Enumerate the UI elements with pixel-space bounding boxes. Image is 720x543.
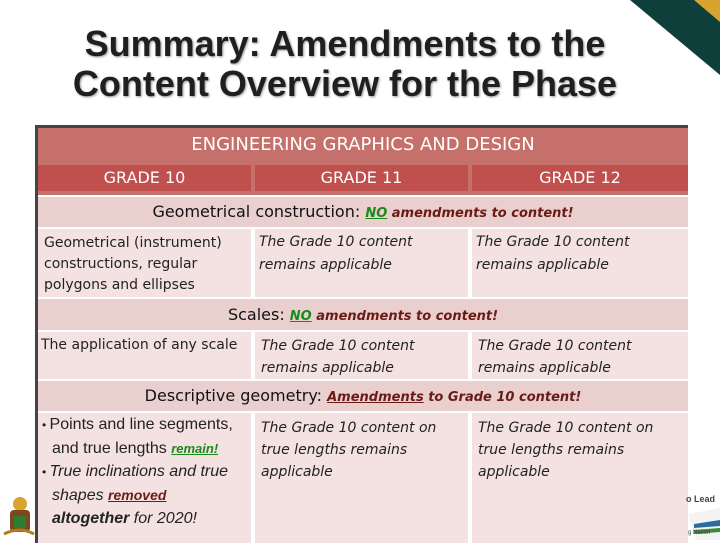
scales-grade10-cell: The application of any scale xyxy=(38,332,251,379)
logo-slogan-top: o Lead xyxy=(686,494,716,504)
bullet-text: Points and line segments, and true lengths xyxy=(49,416,233,457)
desc-grade11-cell: The Grade 10 content on true lengths remains applicable xyxy=(255,413,468,543)
slide-title xyxy=(0,24,690,104)
remain-flag: remain! xyxy=(171,441,219,456)
title-line-2: Content Overview for the Phase xyxy=(72,63,618,104)
section-heading: Geometrical construction: xyxy=(152,202,366,221)
altogether-text: altogether xyxy=(52,510,130,527)
section-note: to Grade 10 content! xyxy=(423,390,582,405)
scales-grade12-cell: The Grade 10 content remains applicable xyxy=(472,332,688,379)
section-heading: Descriptive geometry: xyxy=(144,386,328,405)
bullet-text: True inclinations and true shapes xyxy=(49,463,229,504)
desc-grade10-cell xyxy=(38,413,251,543)
bullet-item: • Points and line segments, and true lengths remain! xyxy=(42,416,233,457)
grade-12-header: GRADE 12 xyxy=(472,165,688,191)
corner-accent xyxy=(694,0,720,22)
coat-of-arms-logo xyxy=(0,490,36,540)
no-flag: NO xyxy=(289,309,312,324)
desc-grade12-cell: The Grade 10 content on true lengths remains applicable xyxy=(472,413,688,543)
section-descriptive-geometry xyxy=(38,381,688,411)
scales-grade11-cell: The Grade 10 content remains applicable xyxy=(255,332,468,379)
subject-header: ENGINEERING GRAPHICS AND DESIGN xyxy=(38,128,688,163)
section-note: amendments to content! xyxy=(387,206,574,221)
amendments-flag: Amendments xyxy=(327,390,424,405)
section-heading: Scales: xyxy=(227,305,290,324)
removed-flag: removed xyxy=(108,487,167,503)
grade-10-header: GRADE 10 xyxy=(38,165,251,191)
section-scales xyxy=(38,299,688,330)
logo-slogan-bottom: g Nation xyxy=(688,530,711,536)
geo-grade10-cell: Geometrical (instrument) constructions, regular polygons and ellipses xyxy=(38,229,251,297)
grade-header-row xyxy=(38,163,688,195)
year-text: for 2020! xyxy=(129,510,197,527)
bullet-item: • True inclinations and true shapes removed altogether for 2020! xyxy=(42,463,229,527)
title-line-1: Summary: Amendments to the xyxy=(84,23,606,64)
grade-11-header: GRADE 11 xyxy=(255,165,468,191)
section-note: amendments to content! xyxy=(311,309,499,324)
content-table xyxy=(35,125,688,543)
no-flag: NO xyxy=(365,206,388,221)
section-geometrical-construction xyxy=(38,197,688,227)
geo-grade11-cell: The Grade 10 content remains applicable xyxy=(255,229,468,297)
geo-grade12-cell: The Grade 10 content remains applicable xyxy=(472,229,688,297)
